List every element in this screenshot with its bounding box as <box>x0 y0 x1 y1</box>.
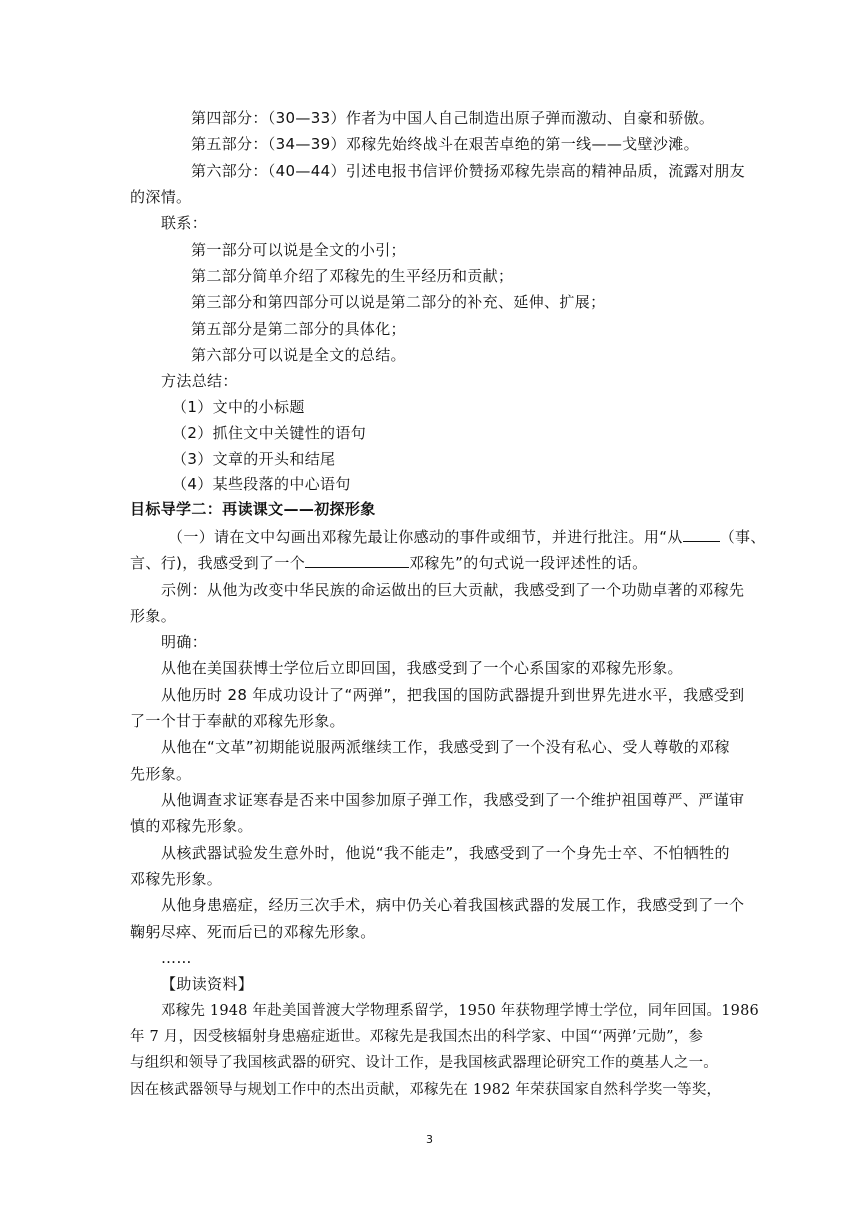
reading-line: 因在核武器领导与规划工作中的杰出贡献，邓稼先在 1982 年荣获国家自然科学奖一等奖， <box>130 1082 722 1098</box>
task-line-cont <box>130 553 647 573</box>
fill-blank <box>683 527 720 542</box>
example-line-cont: 形象。 <box>130 607 177 625</box>
relation-item: 第一部分可以说是全文的小引； <box>191 241 406 259</box>
answer-line: 了一个甘于奉献的邓稼先形象。 <box>130 712 345 730</box>
answer-line: 先形象。 <box>130 765 192 783</box>
clear-label: 明确： <box>161 633 208 651</box>
relation-label: 联系： <box>161 214 208 232</box>
reading-label: 【助读资料】 <box>161 975 254 993</box>
part-four-line: 第四部分：（30—33）作者为中国人自己制造出原子弹而激动、自豪和骄傲。 <box>191 109 715 127</box>
task-text: 言、行)，我感受到了一个 <box>130 554 306 572</box>
ellipsis: …… <box>161 949 192 967</box>
part-six-line: 第六部分：（40—44）引述电报书信评价赞扬邓稼先崇高的精神品质，流露对朋友 <box>191 162 745 180</box>
answer-line: 从他调查求证寒春是否来中国参加原子弹工作，我感受到了一个维护祖国尊严、严谨审 <box>161 791 745 809</box>
fill-blank <box>305 553 409 568</box>
relation-item: 第六部分可以说是全文的总结。 <box>191 346 406 364</box>
example-line: 示例：从他为改变中华民族的命运做出的巨大贡献，我感受到了一个功勋卓著的邓稼先 <box>161 581 745 599</box>
method-label: 方法总结： <box>161 372 238 390</box>
goal-heading: 目标导学二：再读课文——初探形象 <box>130 500 376 518</box>
task-text: （事、 <box>719 528 766 546</box>
reading-line: 邓稼先 1948 年赴美国普渡大学物理系留学，1950 年获物理学博士学位，同年回国。1986 <box>161 1003 759 1019</box>
part-six-line-cont: 的深情。 <box>130 188 192 206</box>
method-item: （3）文章的开头和结尾 <box>172 450 336 468</box>
task-text: （一）请在文中勾画出邓稼先最让你感动的事件或细节，并进行批注。用“从 <box>168 528 683 546</box>
answer-line: 从他历时 28 年成功设计了“两弹”，把我国的国防武器提升到世界先进水平，我感受到 <box>161 686 745 704</box>
method-item: （2）抓住文中关键性的语句 <box>172 424 367 442</box>
method-item: （1）文中的小标题 <box>172 398 305 416</box>
answer-line: 从他在美国获博士学位后立即回国，我感受到了一个心系国家的邓稼先形象。 <box>161 659 683 677</box>
answer-line: 鞠躬尽瘁、死而后已的邓稼先形象。 <box>130 923 376 941</box>
answer-line: 从核武器试验发生意外时，他说“我不能走”，我感受到了一个身先士卒、不怕牺牲的 <box>161 844 730 862</box>
page-number: 3 <box>426 1133 433 1146</box>
reading-line: 年 7 月，因受核辐射身患癌症逝世。邓稼先是我国杰出的科学家、中国“‘两弹’元勋”，参 <box>130 1029 704 1045</box>
relation-item: 第五部分是第二部分的具体化； <box>191 320 406 338</box>
part-five-line: 第五部分：（34—39）邓稼先始终战斗在艰苦卓绝的第一线——戈壁沙滩。 <box>191 135 699 153</box>
task-text: 邓稼先”的句式说一段评述性的话。 <box>409 554 648 572</box>
answer-line: 慎的邓稼先形象。 <box>130 817 253 835</box>
task-line <box>168 527 766 547</box>
reading-line: 与组织和领导了我国核武器的研究、设计工作，是我国核武器理论研究工作的奠基人之一。 <box>130 1055 718 1071</box>
answer-line: 从他身患癌症，经历三次手术，病中仍关心着我国核武器的发展工作，我感受到了一个 <box>161 896 745 914</box>
relation-item: 第二部分简单介绍了邓稼先的生平经历和贡献； <box>191 267 514 285</box>
method-item: （4）某些段落的中心语句 <box>172 475 351 493</box>
relation-item: 第三部分和第四部分可以说是第二部分的补充、延伸、扩展； <box>191 293 606 311</box>
answer-line: 邓稼先形象。 <box>130 870 223 888</box>
answer-line: 从他在“文革”初期能说服两派继续工作，我感受到了一个没有私心、受人尊敬的邓稼 <box>161 738 730 756</box>
